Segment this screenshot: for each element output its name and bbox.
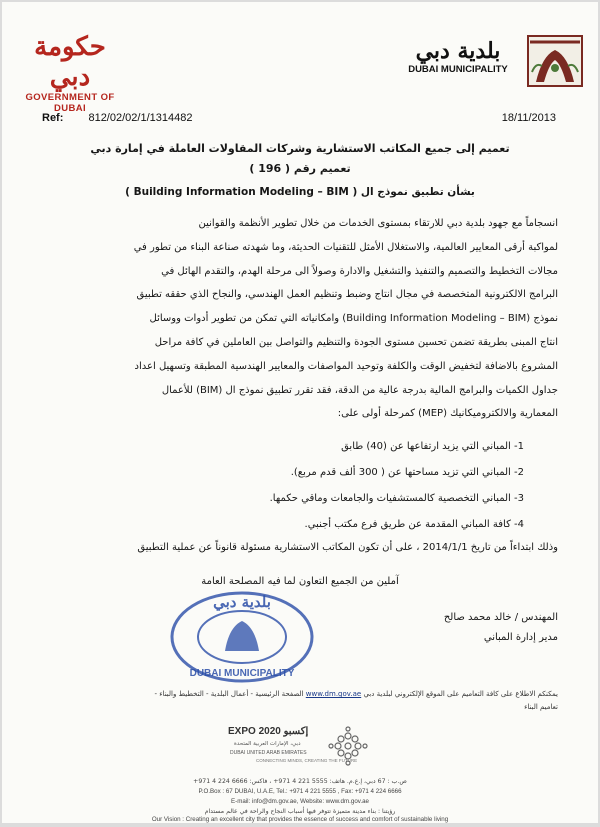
body-line: نموذج (Building Information Modeling – BIM) وامكانياته التي تمكن من تطوير أدوات ووسائل <box>149 313 558 325</box>
body-line: المشروع بالاضافة لتخفيض الوقت والكلفة وتوحيد المواصفات والمعايير الهندسية المطبقة وتسهيل اعداد <box>134 360 558 372</box>
list-item: 3- المباني التخصصية كالمستشفيات والجامعات وماقي حكمها. <box>269 493 524 504</box>
body-line: لمواكبة أرقى المعايير العالمية، والاستغلال الأمثل للتقنيات الحديثة، وما شهدته صناعة البناء من تطور في <box>133 241 558 253</box>
effective-date-line: وذلك ابتداءاً من تاريخ 2014/1/1 ، على أن تكون المكاتب الاستشارية مسئولة قانوناً عن عملية التطبيق <box>137 542 558 553</box>
address-arabic: ص.ب : 67 دبي، إ.ع.م. هاتف: 5555 221 4 971+ ، فاكس: 6666 224 4 971+ <box>193 778 407 785</box>
footnote-path: الصفحة الرئيسية - أعمال البلدية - التخطيط والبناء - <box>154 690 304 698</box>
email-website: E-mail: info@dm.gov.ae, Website: www.dm.gov.ae <box>231 798 369 805</box>
gov-logo-arabic: حكومة دبي <box>34 32 106 92</box>
footnote <box>42 688 558 714</box>
list-item: 4- كافة المباني المقدمة عن طريق فرع مكتب أجنبي. <box>304 519 524 530</box>
body-line: مجالات التخطيط والتصميم والتنفيذ والتشغيل والادارة وصولاً الى مرحلة الهدم، والتقدم الهائل في <box>161 265 558 277</box>
body-line: انتاج المبنى بطريقة تضمن تحسين مستوى الجودة والتنظيم والتواصل بين العاملين في كافة مراحل <box>154 336 558 348</box>
stamp-bottom-text: DUBAI MUNICIPALITY <box>189 668 295 679</box>
signatory-name: المهندس / خالد محمد صالح <box>443 612 558 623</box>
circular-subject: بشأن تطبيق نموذج ال ( Building Information Modeling – BIM ) <box>125 186 475 198</box>
vision-english: Our Vision : Creating an excellent city that provides the essence of success and comfort of sustainable living <box>151 816 449 823</box>
ref-number: 812/02/02/1/1314482 <box>88 112 193 124</box>
letter-page <box>2 2 598 823</box>
body-paragraph <box>42 212 558 426</box>
municipality-emblem-icon <box>522 32 588 90</box>
body-line: المعمارية والالكتروميكانيك (MEP) كمرحلة أولى على: <box>337 408 558 420</box>
government-of-dubai-logo <box>10 32 130 114</box>
body-line: جداول الكميات والبرامج المالية بدرجة عالية من الدقة، فقد تقرر تطبيق نموذج ال (BIM) للأعمال <box>161 384 558 396</box>
circular-number: تعميم رقم ( 196 ) <box>249 162 351 175</box>
list-item: 1- المباني التي يزيد ارتفاعها عن (40) طابق <box>341 441 524 452</box>
gov-logo-english: GOVERNMENT OF DUBAI <box>25 92 115 114</box>
signature-block <box>348 608 558 648</box>
dubai-municipality-logo <box>390 32 590 92</box>
expo-title: EXPO 2020 إكسبو <box>228 726 309 737</box>
body-line: البرامج الالكترونية المتخصصة في مجال انتاج وضبط وتنظيم العمل الهندسي، والنجاح الذي حققه تطبيق <box>136 289 558 301</box>
expo-2020-logo <box>210 724 390 770</box>
letter-date: 18/11/2013 <box>501 112 556 124</box>
expo-english-line: DUBAI UNITED ARAB EMIRATES <box>230 750 307 756</box>
footnote-line2: تعاميم البناء <box>524 703 558 711</box>
criteria-list <box>42 434 538 538</box>
footnote-text: يمكنكم الاطلاع على كافة التعاميم على الموقع الإلكتروني لبلدية دبي <box>363 690 558 698</box>
muni-logo-arabic: بلدية دبي <box>415 38 501 64</box>
address-english: P.O.Box : 67 DUBAI, U.A.E, Tel.: +971 4 221 5555 , Fax: +971 4 224 6666 <box>198 788 402 795</box>
vision-arabic: رؤيتنا : بناء مدينة متميزة تتوفر فيها أسباب النجاح والراحة في عالم مستدام <box>204 808 396 815</box>
body-line: انسجاماً مع جهود بلدية دبي للارتقاء بمستوى الخدمات من خلال تطوير الأنظمة والقوانين <box>198 218 558 229</box>
muni-logo-english: DUBAI MUNICIPALITY <box>408 64 508 75</box>
circular-recipients: تعميم إلى جميع المكاتب الاستشارية وشركات المقاولات العاملة في إمارة دبي <box>90 142 510 155</box>
expo-emblem-icon <box>328 726 368 766</box>
stamp-top-text: بلدية دبي <box>213 593 271 611</box>
reference-line <box>42 112 192 124</box>
closing-line: آملين من الجميع التعاون لما فيه المصلحة العامة <box>201 576 399 587</box>
ref-label: Ref: <box>42 112 64 124</box>
expo-slogan: CONNECTING MINDS, CREATING THE FUTURE <box>256 758 358 763</box>
circulars-link[interactable]: www.dm.gov.ae <box>305 690 362 698</box>
signatory-title: مدير إدارة المباني <box>483 632 558 643</box>
municipality-stamp <box>167 587 317 687</box>
list-item: 2- المباني التي تزيد مساحتها عن ( 300 ألف قدم مربع). <box>290 467 524 478</box>
expo-arabic-line: دبي، الإمارات العربية المتحدة <box>234 741 301 747</box>
